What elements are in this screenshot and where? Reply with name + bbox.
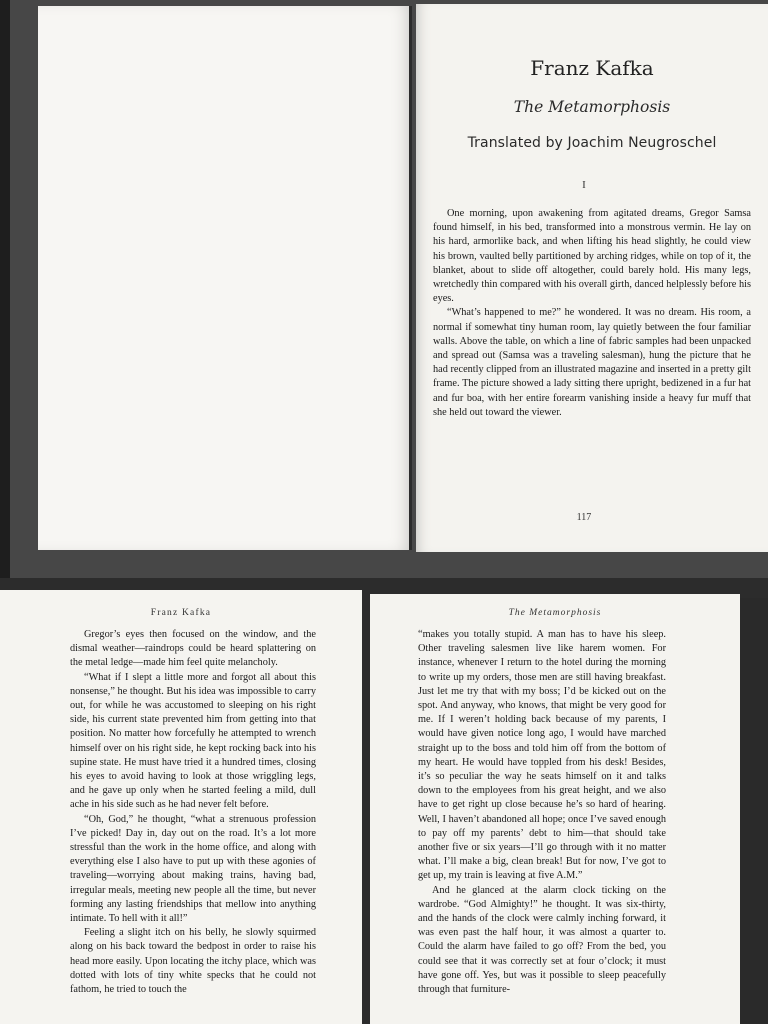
running-head: The Metamorphosis (508, 608, 602, 618)
translator-credit: Translated by Joachim Neugroschel (467, 135, 717, 151)
paragraph: Gregor’s eyes then focused on the window, and the dismal weather—raindrops could be heard splattering on the metal ledge—made him feel quite melancholy. (70, 629, 316, 669)
paragraph: And he glanced at the alarm clock ticking on the wardrobe. “God Almighty!” he thought. It was six-thirty, and the hands of the clock were calmly inching forward, it was even past the half hour, it was almost a quarter to. Could the alarm have failed to go off? From the bed, you could see that it was correctly set at four o’clock; it must have gone off. Yes, but was it possible to sleep peacefully through that furniture- (418, 884, 666, 996)
page-number: 117 (576, 512, 592, 523)
left-page-text (70, 628, 316, 997)
paragraph: “What if I slept a little more and forgot all about this nonsense,” he thought. But his idea was impossible to carry out, for while he was accustomed to sleeping on his right side, his current state prevented him from getting into that position. No matter how forcefully he attempted to wrench himself over on his right side, he kept rocking back into his supine state. He must have tried it a hundred times, closing his eyes to avoid having to look at those wriggling legs, and he gave up only when he started feeling a mild, dull ache in his side such as he had never felt before. (70, 671, 316, 811)
running-head: Franz Kafka (150, 608, 212, 618)
paragraph: “makes you totally stupid. A man has to have his sleep. Other traveling salesmen live like harem women. For instance, whenever I return to the hotel during the morning to write up my orders, those men are still having breakfast. Just let me try that with my boss; I’d be kicked out on the spot. And anyway, who knows, that might be very good for me. If I weren’t holding back because of my parents, I would have given notice long ago, I would have marched straight up to the boss and told him off from the bottom of my heart. He would have toppled from his desk! Besides, it’s so peculiar the way he seats himself on it and talks down to the employees from his great height, and we also have to get right up close because he’s so hard of hearing. Well, I haven’t abandoned all hope; once I’ve saved enough to pay off my parents’ debt to him—that should take another five or six years—I’ll go through with it no matter what. I’ll make a big, clean break! But for now, I’ve got to get up, my train is leaving at five A.M.” (418, 629, 666, 882)
paragraph: One morning, upon awakening from agitated dreams, Gregor Samsa found himself, in his bed, transformed into a monstrous vermin. He lay on his hard, armorlike back, and when lifting his head slightly, he could view his brown, vaulted belly partitioned by arching ridges, while on top of it, the blanket, about to slide off altogether, could barely hold. His many legs, wretchedly thin compared with his overall girth, danced helplessly before his eyes. (433, 208, 751, 305)
scan-edge-shadow (740, 598, 768, 1024)
paragraph: “What’s happened to me?” he wondered. It was no dream. His room, a normal if somewhat tiny human room, lay quietly between the four familiar walls. Above the table, on which a line of fabric samples had been unpacked and spread out (Samsa was a traveling salesman), hung the picture that he had recently clipped from an illustrated magazine and inserted in a pretty gilt frame. The picture showed a lady sitting there upright, bedizened in a fur hat and fur boa, with her entire forearm vanishing inside a heavy fur muff that she held out toward the viewer. (433, 307, 751, 418)
author-name: Franz Kafka (530, 56, 654, 80)
work-title: The Metamorphosis (513, 98, 671, 116)
left-text-page (0, 590, 362, 1024)
book-gutter (409, 6, 412, 550)
blank-page (38, 6, 412, 550)
paragraph: Feeling a slight itch on his belly, he slowly squirmed along on his back toward the bedpost in order to raise his head more easily. Upon locating the itchy place, which was dotted with lots of tiny white specks that he could not fathom, he tried to touch the (70, 927, 316, 996)
chapter-number: I (582, 179, 586, 191)
right-page-text (418, 628, 666, 997)
right-text-page (370, 594, 740, 1024)
paragraph: “Oh, God,” he thought, “what a strenuous profession I’ve picked! Day in, day out on the road. It’s a lot more stressful than the work in the home office, and along with everything else I also have to put up with these agonies of traveling—worrying about making trains, having bad, irregular meals, meeting new people all the time, but never forming any lasting friendships that mellow into anything intimate. To hell with it all!” (70, 813, 316, 925)
title-page-text (433, 207, 751, 420)
title-page (416, 4, 768, 552)
scan-edge-shadow (0, 0, 10, 578)
